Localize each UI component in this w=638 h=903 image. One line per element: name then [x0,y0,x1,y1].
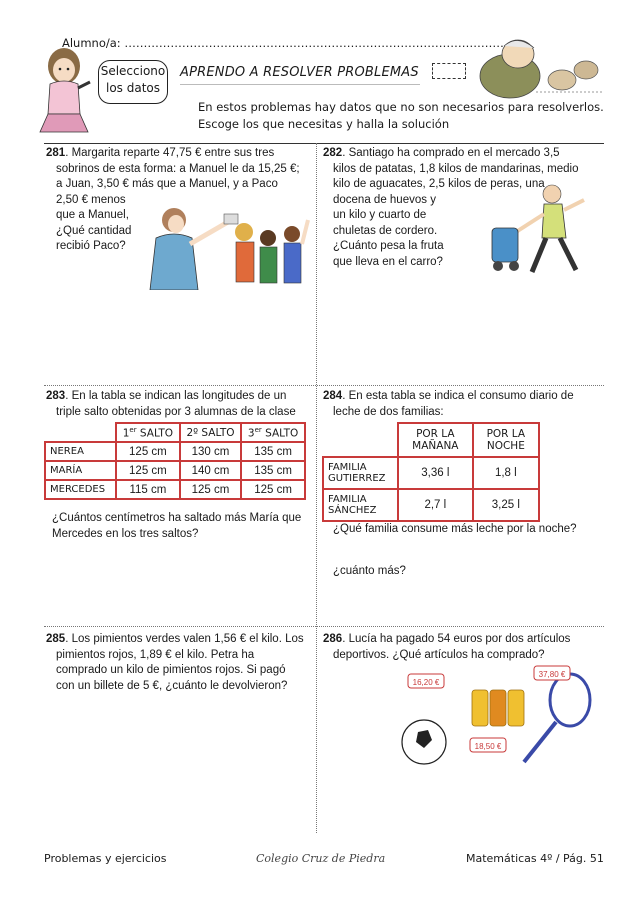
speech-bubble [98,60,168,104]
speech-bubble-text: Selecciono los datos [100,64,166,95]
girl-illustration [30,44,100,140]
table-header: 3er SALTO [241,423,305,442]
problem-number: 284 [323,390,343,402]
row-divider-2 [44,626,604,627]
page-title-text: APRENDO A RESOLVER PROBLEMAS [180,65,419,80]
table-header: 1er SALTO [116,423,180,442]
header-divider [44,143,604,144]
grandpa-cats-illustration [476,30,606,100]
problem-283-question: ¿Cuántos centímetros ha saltado más María que Mercedes en los tres saltos? [52,512,302,540]
table-row: NEREA 125 cm 130 cm 135 cm [45,442,305,461]
problem-number: 281 [46,147,66,159]
footer-right: Matemáticas 4º / Pág. 51 [466,852,604,865]
svg-text:37,80 €: 37,80 € [538,670,566,679]
table-header: POR LA NOCHE [473,423,539,457]
sports-items-illustration [398,664,598,770]
row-divider-1 [44,385,604,386]
footer-center: Colegio Cruz de Piedra [256,852,386,865]
table-header-row [45,423,305,442]
intro-text [198,99,604,133]
problem-284-question-2: ¿cuánto más? [333,565,406,577]
jump-table [44,422,306,500]
column-divider [316,143,317,833]
problem-282: 282. Santiago ha comprado en el mercado 3,5 kilos de patatas, 1,8 kilos de mandarinas, medio kilo de aguacates, 2,5 kilos de peras, una docena de huevos y un kilo y cuarto de chuletas de cordero. ¿Cuánto pesa la fruta que lleva en el carro? [323,147,579,268]
man-with-cart-illustration [452,180,602,278]
intro-line-2: Escoge los que necesitas y halla la solución [198,117,450,131]
price-tag-1 [408,674,444,688]
price-tag-2 [534,666,570,680]
svg-text:18,50 €: 18,50 € [474,742,502,751]
table-row: FAMILIA GUTIERREZ 3,36 l 1,8 l [323,457,539,489]
svg-text:16,20 €: 16,20 € [412,678,440,687]
intro-line-1: En estos problemas hay datos que no son necesarios para resolverlos. [198,100,604,114]
table-header: 2º SALTO [180,423,241,442]
student-name-field[interactable]: Alumno/a: ……………………………………………………………………………………… [62,36,504,50]
aunt-giving-money-illustration [146,198,312,290]
problem-number: 286 [323,633,343,645]
problem-281: 281. Margarita reparte 47,75 € entre sus tres sobrinos de esta forma: a Manuel le da 15,25 €; a Juan, 3,50 € más que a Manuel, y a Paco 2,50 € menos que a Manuel, ¿Qué cantidad recibió Paco? [46,147,300,252]
footer-left: Problemas y ejercicios [44,852,167,865]
milk-table [322,422,540,522]
page-title [180,63,420,85]
problem-number: 283 [46,390,66,402]
table-header: POR LA MAÑANA [398,423,473,457]
problem-284: 284. En esta tabla se indica el consumo diario de leche de dos familias: [323,390,574,418]
table-header-row [323,423,539,457]
table-row: MERCEDES 115 cm 125 cm 125 cm [45,480,305,499]
problem-285: 285. Los pimientos verdes valen 1,56 € el kilo. Los pimientos rojos, 1,89 € el kilo. Petra ha comprado un kilo de pimientos rojos. Si pagó con un billete de 5 €, ¿cuánto le devolvieron? [46,633,304,692]
score-box[interactable] [432,63,466,79]
problem-number: 282 [323,147,343,159]
problem-283: 283. En la tabla se indican las longitudes de un triple salto obtenidas por 3 alumnas de la clase [46,390,296,418]
problem-number: 285 [46,633,66,645]
problem-286: 286. Lucía ha pagado 54 euros por dos artículos deportivos. ¿Qué artículos ha comprado? [323,633,571,661]
table-row: MARÍA 125 cm 140 cm 135 cm [45,461,305,480]
table-row: FAMILIA SÁNCHEZ 2,7 l 3,25 l [323,489,539,521]
problem-284-question-1: ¿Qué familia consume más leche por la noche? [333,523,577,535]
price-tag-3 [470,738,506,752]
